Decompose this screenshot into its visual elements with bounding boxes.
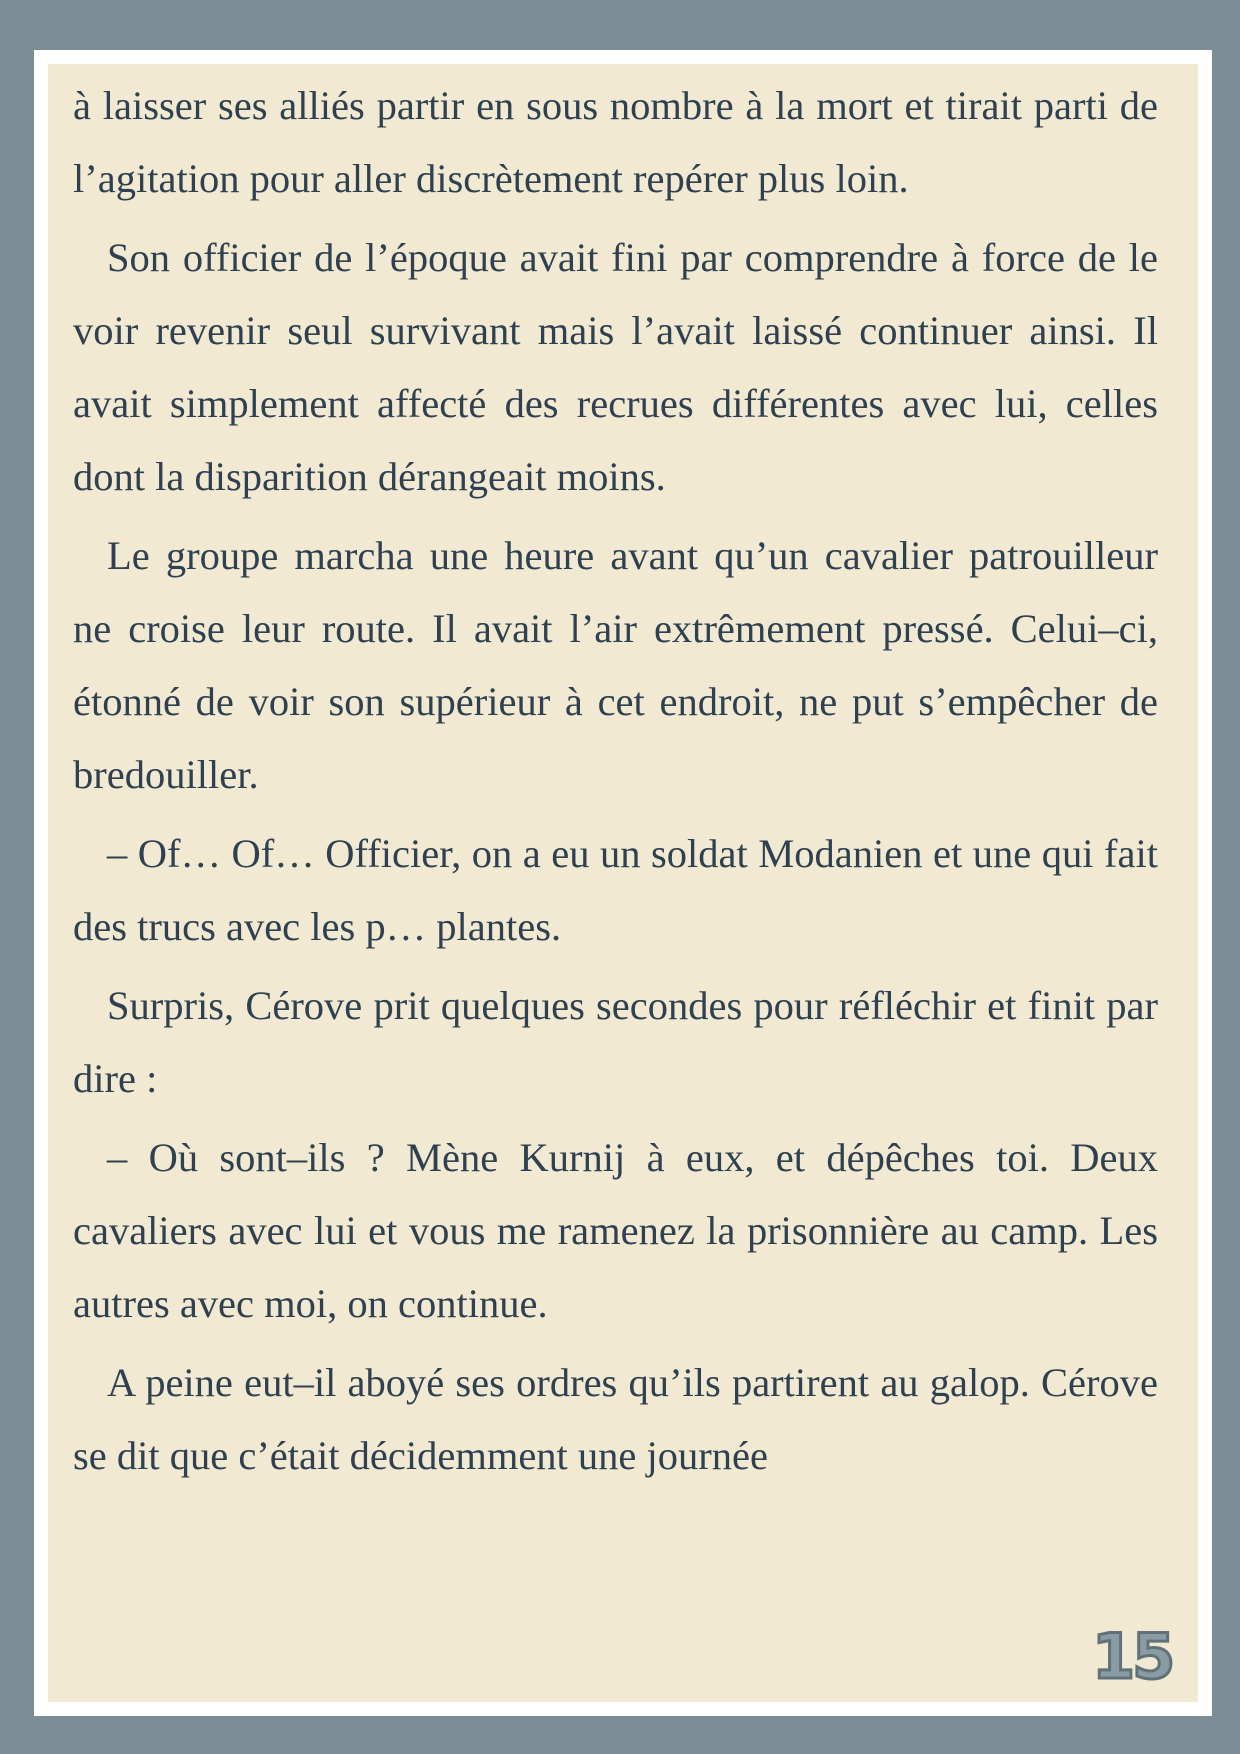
paragraph: Le groupe marcha une heure avant qu’un cavalier patrouilleur ne croise leur route. Il avait l’air extrêmement pressé. Celui–ci, étonné de voir son supérieur à cet endroit, ne put s’empêcher de bredouiller. [73,533,1158,797]
paragraph: Son officier de l’époque avait fini par comprendre à force de le voir revenir seul survivant mais l’avait laissé continuer ainsi. Il avait simplement affecté des recrues différentes avec lui, celles dont la disparition dérangeait moins. [73,235,1158,499]
dialogue-paragraph: – Où sont–ils ? Mène Kurnij à eux, et dépêches toi. Deux cavaliers avec lui et vous me ramenez la prisonnière au camp. Les autres avec moi, on continue. [73,1135,1158,1326]
text-body [73,69,1158,1492]
page-number: 15 [1092,1620,1173,1693]
paragraph: Surpris, Cérove prit quelques secondes pour réfléchir et finit par dire : [73,983,1158,1101]
paragraph: à laisser ses alliés partir en sous nombre à la mort et tirait parti de l’agitation pour aller discrètement repérer plus loin. [73,83,1158,201]
dialogue-paragraph: – Of… Of… Officier, on a eu un soldat Modanien et une qui fait des trucs avec les p… plantes. [73,831,1158,949]
paragraph: A peine eut–il aboyé ses ordres qu’ils partirent au galop. Cérove se dit que c’était décidemment une journée [73,1360,1158,1478]
